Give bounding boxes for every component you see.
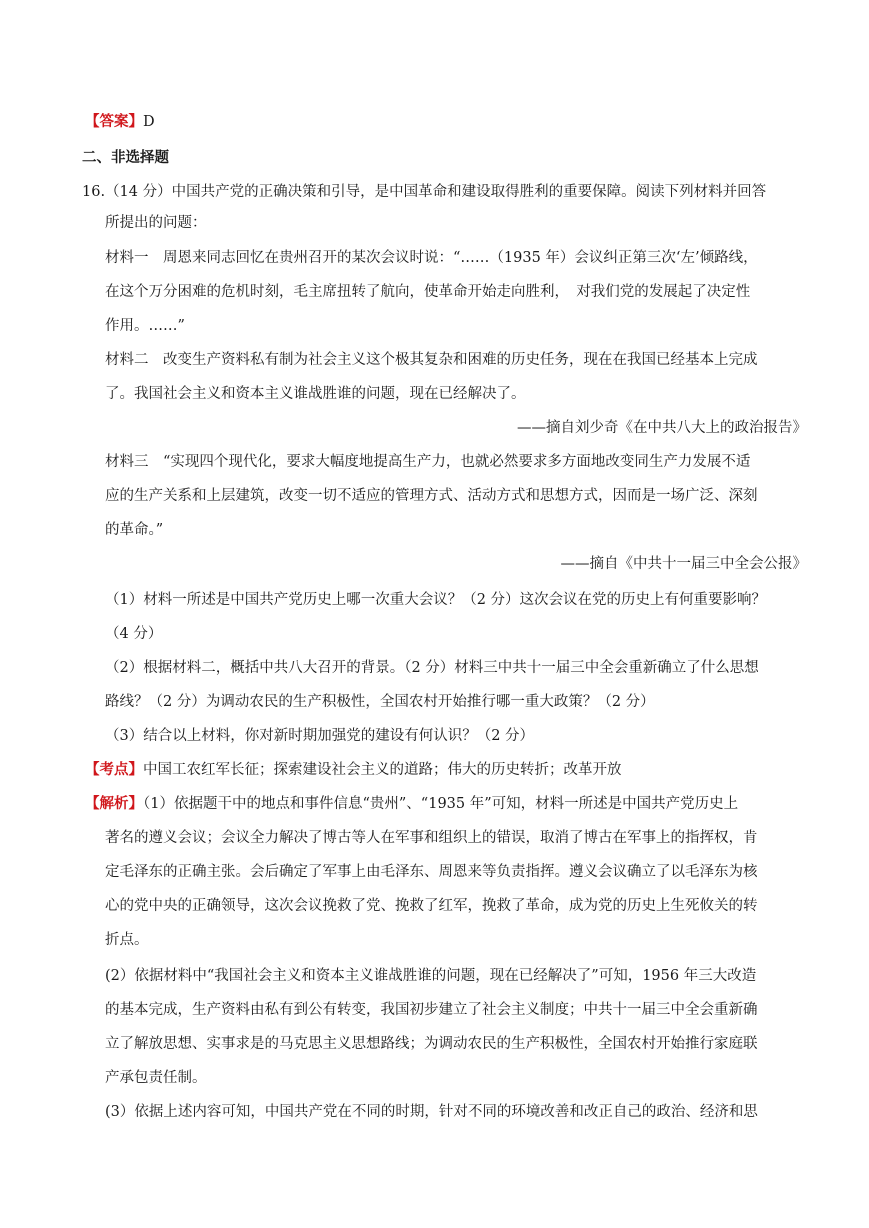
answer-label: 【答案】 [85,114,143,130]
material3-line: 材料三 “实现四个现代化，要求大幅度地提高生产力，也就必然要求多方面地改变同生产力发展不适 [105,454,751,470]
jiexi-line: 立了解放思想、实事求是的马克思主义思想路线；为调动农民的生产积极性，全国农村开始推行家庭联 [105,1036,758,1052]
sub-question-line: （4 分） [105,626,163,642]
answer-value: D [143,114,155,130]
jiexi-line: 心的党中央的正确领导，这次会议挽救了党、挽救了红军，挽救了革命，成为党的历史上生死攸关的转 [105,898,758,914]
answer-line [85,112,155,132]
sub-question-line: （3）结合以上材料，你对新时期加强党的建设有何认识？（2 分） [105,728,535,744]
material2-line: 了。我国社会主义和资本主义谁战胜谁的问题，现在已经解决了。 [105,386,526,402]
jiexi-line: (2）依据材料中“我国社会主义和资本主义谁战胜谁的问题，现在已经解决了”可知，1956 年三大改造 [105,968,757,984]
section-title: 二、非选择题 [82,150,169,166]
material2-source: ——摘自刘少奇《在中共八大上的政治报告》 [517,420,807,436]
material1-line: 材料一 周恩来同志回忆在贵州召开的某次会议时说：“……（1935 年）会议纠正第三次‘左’倾路线， [105,250,758,266]
jiexi-line: 著名的遵义会议；会议全力解决了博古等人在军事和组织上的错误，取消了博古在军事上的指挥权，肯 [105,830,758,846]
material3-line: 应的生产关系和上层建筑，改变一切不适应的管理方式、活动方式和思想方式，因而是一场广泛、深刻 [105,488,758,504]
material3-source: ——摘自《中共十一届三中全会公报》 [560,556,807,572]
jiexi-line: 折点。 [105,932,149,948]
kaodian-label: 【考点】 [85,762,143,778]
jiexi-line: (3）依据上述内容可知，中国共产党在不同的时期，针对不同的环境改善和改正自己的政治、经济和思 [105,1104,758,1120]
jiexi-line: 产承包责任制。 [105,1070,207,1086]
question-stem-line: 16.（14 分）中国共产党的正确决策和引导，是中国革命和建设取得胜利的重要保障。阅读下列材料并回答 [82,184,767,200]
material1-line: 在这个万分困难的危机时刻，毛主席扭转了航向，使革命开始走向胜利， 对我们党的发展起了决定性 [105,284,751,300]
material2-line: 材料二 改变生产资料私有制为社会主义这个极其复杂和困难的历史任务，现在在我国已经基本上完成 [105,352,758,368]
material1-line: 作用。……” [105,318,185,334]
question-stem-line: 所提出的问题： [105,215,207,231]
kaodian-line [85,760,622,780]
sub-question-line: 路线？（2 分）为调动农民的生产积极性，全国农村开始推行哪一重大政策？（2 分） [105,694,655,710]
kaodian-text: 中国工农红军长征；探索建设社会主义的道路；伟大的历史转折；改革开放 [143,762,622,778]
jiexi-line: 定毛泽东的正确主张。会后确定了军事上由毛泽东、周恩来等负责指挥。遵义会议确立了以毛泽东为核 [105,864,758,880]
sub-question-line: （2）根据材料二，概括中共八大召开的背景。（2 分）材料三中共十一届三中全会重新确立了什么思想 [105,660,759,676]
jiexi-first-line [85,794,738,814]
jiexi-label: 【解析】 [85,796,143,812]
jiexi-text: （1）依据题干中的地点和事件信息“贵州”、“1935 年”可知，材料一所述是中国共产党历史上 [143,796,739,812]
sub-question-line: （1）材料一所述是中国共产党历史上哪一次重大会议？（2 分）这次会议在党的历史上有何重要影响？ [105,592,767,608]
material3-line: 的革命。” [105,522,164,538]
jiexi-line: 的基本完成，生产资料由私有到公有转变，我国初步建立了社会主义制度；中共十一届三中全会重新确 [105,1002,758,1018]
